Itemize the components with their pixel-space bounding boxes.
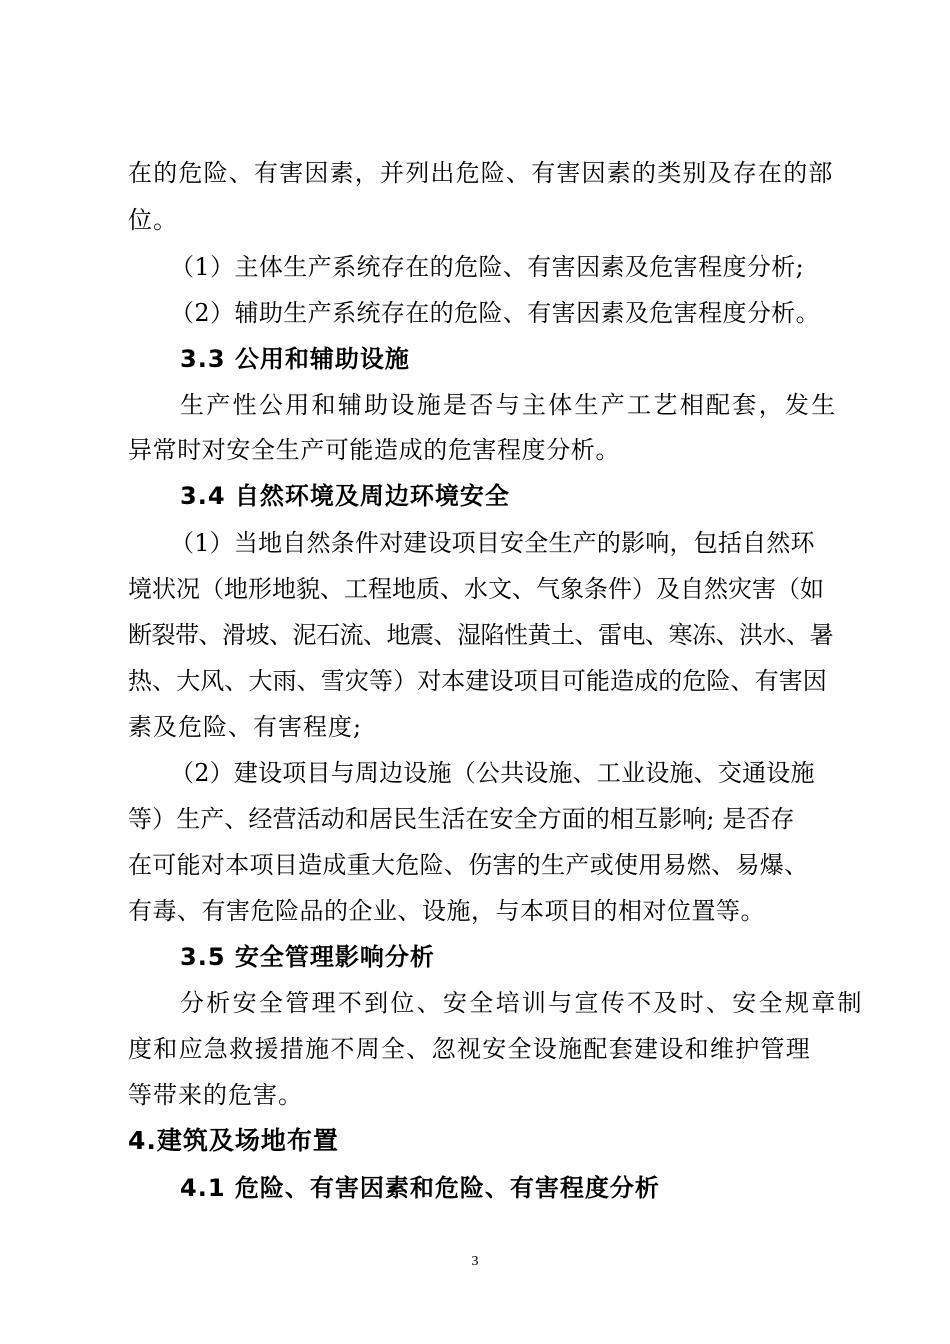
body-text-line: 有毒、有害危险品的企业、设施，与本项目的相对位置等。: [128, 897, 765, 925]
page-number: 3: [471, 1254, 479, 1269]
body-text-line: 断裂带、滑坡、泥石流、地震、湿陷性黄土、雷电、寒冻、洪水、暑: [128, 621, 833, 649]
body-text-line: 热、大风、大雨、雪灾等）对本建设项目可能造成的危险、有害因: [128, 667, 827, 695]
list-item-2: （2）建设项目与周边设施（公共设施、工业设施、交通设施: [170, 759, 815, 787]
list-item-1: （1）当地自然条件对建设项目安全生产的影响，包括自然环: [170, 529, 815, 557]
body-text-line: 等带来的危害。: [128, 1081, 303, 1109]
body-text-line: 等）生产、经营活动和居民生活在安全方面的相互影响; 是否存: [128, 805, 795, 833]
list-item-1: （1）主体生产系统存在的危险、有害因素及危害程度分析;: [170, 253, 805, 281]
section-heading-3-3: 3.3 公用和辅助设施: [180, 345, 410, 373]
body-text-line: 在的危险、有害因素，并列出危险、有害因素的类别及存在的部: [128, 159, 834, 187]
body-text-line: 分析安全管理不到位、安全培训与宣传不及时、安全规章制: [180, 989, 864, 1017]
body-text-line: 度和应急救援措施不周全、忽视安全设施配套建设和维护管理: [128, 1035, 812, 1063]
body-text-line: 境状况（地形地貌、工程地质、水文、气象条件）及自然灾害（如: [128, 575, 824, 603]
body-text-line: 素及危险、有害程度;: [128, 713, 363, 741]
body-text-line: 生产性公用和辅助设施是否与主体生产工艺相配套，发生: [180, 391, 838, 419]
section-heading-3-5: 3.5 安全管理影响分析: [180, 943, 435, 971]
section-heading-3-4: 3.4 自然环境及周边环境安全: [180, 482, 510, 510]
section-heading-4-1: 4.1 危险、有害因素和危险、有害程度分析: [180, 1174, 660, 1202]
body-text-line: 位。: [128, 206, 178, 234]
body-text-line: 在可能对本项目造成重大危险、伤害的生产或使用易燃、易爆、: [128, 851, 809, 879]
body-text-line: 异常时对安全生产可能造成的危害程度分析。: [128, 436, 620, 464]
list-item-2: （2）辅助生产系统存在的危险、有害因素及危害程度分析。: [170, 299, 821, 327]
chapter-heading-4: 4.建筑及场地布置: [128, 1126, 339, 1155]
